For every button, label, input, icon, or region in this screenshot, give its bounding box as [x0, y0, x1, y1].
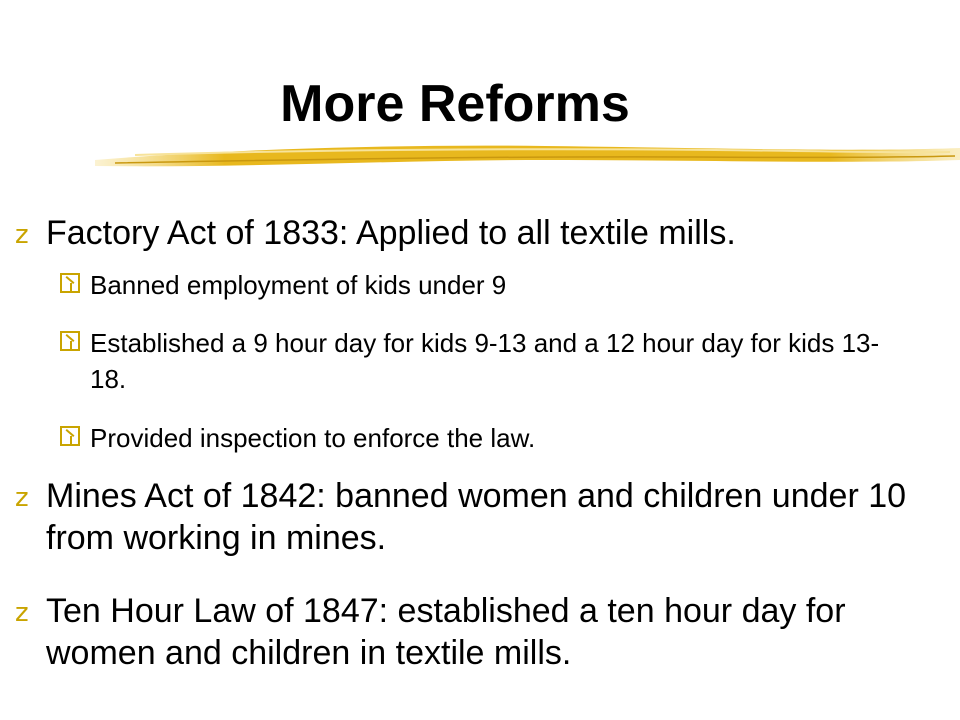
- checkbox-y-icon: [60, 331, 80, 351]
- slide-title: More Reforms: [280, 75, 630, 133]
- checkbox-y-icon: [60, 273, 80, 293]
- bullet-text: Ten Hour Law of 1847: established a ten hour day for women and children in textile mills.: [46, 592, 846, 672]
- checkbox-y-icon: [60, 426, 80, 446]
- bullet-z-icon: z: [15, 598, 29, 628]
- bullet-ten-hour-law: [15, 590, 946, 674]
- bullet-z-icon: z: [15, 220, 29, 250]
- bullet-z-icon: z: [15, 483, 29, 513]
- bullet-factory-act: [15, 212, 946, 254]
- bullet-text: Factory Act of 1833: Applied to all textile mills.: [46, 214, 736, 252]
- sub-bullet-text: Banned employment of kids under 9: [90, 270, 507, 300]
- sub-bullet-hour-day: [90, 325, 890, 397]
- sub-bullet-inspection: [90, 420, 890, 456]
- bullet-mines-act: [15, 475, 946, 559]
- sub-bullet-text: Provided inspection to enforce the law.: [90, 423, 536, 453]
- sub-bullet-text: Established a 9 hour day for kids 9-13 and a 12 hour day for kids 13-18.: [90, 328, 880, 394]
- sub-bullet-banned-employment: [90, 267, 890, 303]
- bullet-text: Mines Act of 1842: banned women and children under 10 from working in mines.: [46, 477, 907, 557]
